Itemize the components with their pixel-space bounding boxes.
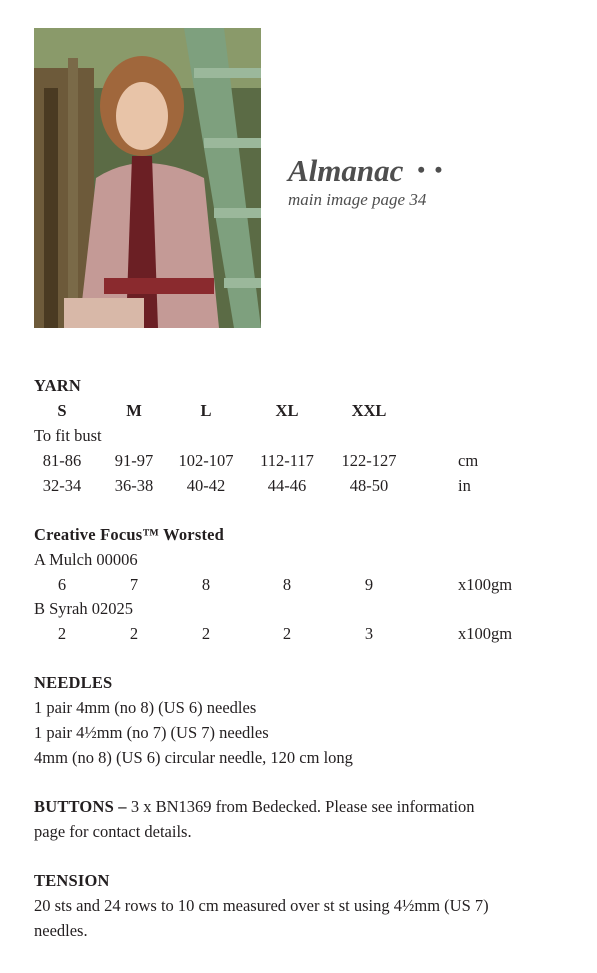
bust-cm-value: 122-127 [341,451,397,470]
page-reference: main image page 34 [288,190,427,209]
color-a-amount: 6 [57,575,67,594]
fit-label: To fit bust [34,426,102,445]
size-header: L [200,401,212,420]
model-photo-illustration [34,28,261,328]
buttons-line-1 [34,797,552,817]
needle-item: 4mm (no 8) (US 6) circular needle, 120 cm long [34,748,353,767]
size-header: XL [275,401,299,420]
color-a-unit: x100gm [458,575,513,594]
bust-in-unit: in [458,476,471,495]
color-b-amount: 2 [282,624,292,643]
bust-in-value: 48-50 [349,476,389,495]
color-a-amount: 7 [129,575,139,594]
yarn-heading: YARN [34,376,81,395]
color-a-amount: 8 [201,575,211,594]
size-header: M [126,401,142,420]
bust-cm-unit: cm [458,451,479,470]
color-a-name: A Mulch 00006 [34,550,138,569]
bust-in-value: 44-46 [267,476,307,495]
bust-cm-value: 81-86 [42,451,82,470]
bust-cm-value: 102-107 [178,451,234,470]
title-block [288,152,444,210]
color-b-name: B Syrah 02025 [34,599,133,618]
bust-in-value: 36-38 [114,476,154,495]
bust-cm-value: 112-117 [260,451,314,470]
color-b-amount: 2 [129,624,139,643]
bust-in-value: 32-34 [42,476,82,495]
tension-line-1: 20 sts and 24 rows to 10 cm measured over st st using 4½mm (US 7) [34,896,489,915]
color-a-amount: 8 [282,575,292,594]
bust-cm-value: 91-97 [114,451,154,470]
color-b-amount: 2 [57,624,67,643]
color-b-amount: 2 [201,624,211,643]
buttons-heading: BUTTONS – [34,797,127,816]
size-header: XXL [351,401,387,420]
difficulty-rating: • • [417,157,445,182]
tension-heading: TENSION [34,871,110,890]
bust-in-value: 40-42 [186,476,226,495]
pattern-title: Almanac • • [288,153,445,188]
needle-item: 1 pair 4½mm (no 7) (US 7) needles [34,723,269,742]
yarn-product: Creative Focus™ Worsted [34,525,225,544]
color-b-amount: 3 [364,624,374,643]
buttons-text: 3 x BN1369 from Bedecked. Please see information [130,797,475,816]
tension-line-2: needles. [34,921,88,940]
color-a-amount: 9 [364,575,374,594]
color-b-unit: x100gm [458,624,513,643]
size-header: S [57,401,67,420]
needles-heading: NEEDLES [34,673,113,692]
needle-item: 1 pair 4mm (no 8) (US 6) needles [34,698,257,717]
model-photo [34,28,261,328]
buttons-line-2: page for contact details. [34,822,192,841]
